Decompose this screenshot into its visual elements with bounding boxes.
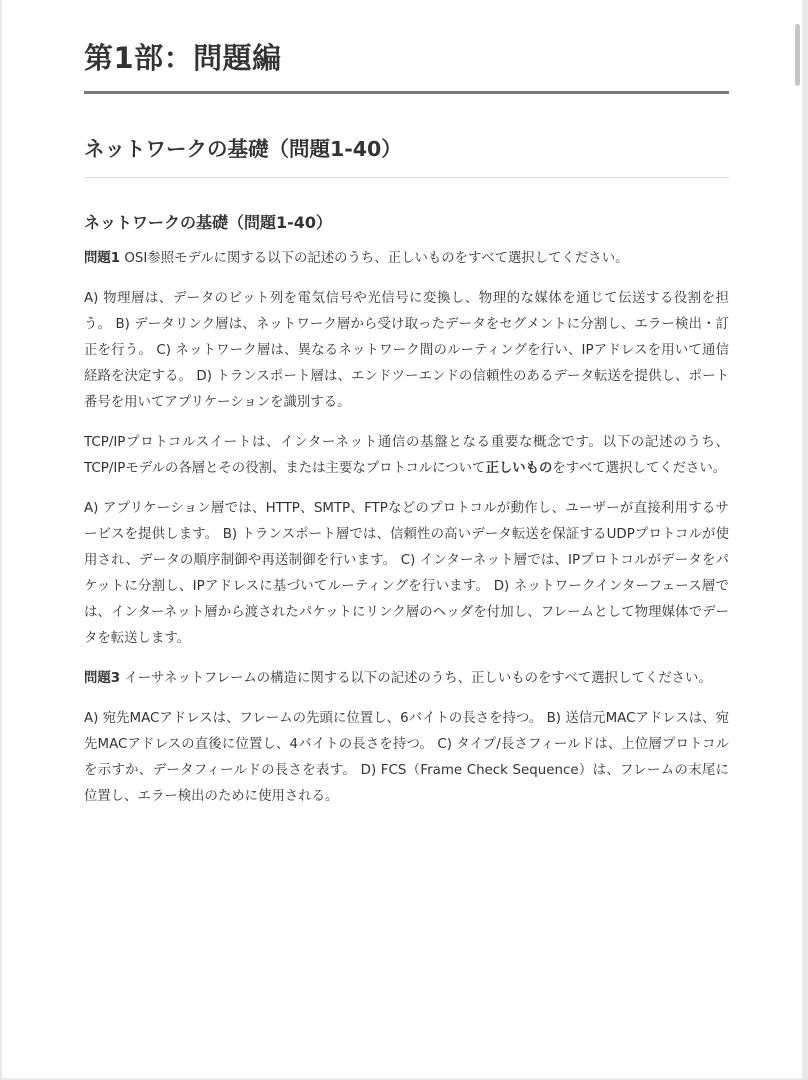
section-title: ネットワークの基礎（問題1-40） bbox=[84, 213, 333, 232]
question-2-text-after: をすべて選択してください。 bbox=[552, 461, 727, 476]
document-page[interactable] bbox=[2, 0, 802, 1078]
question-1-prompt bbox=[84, 246, 729, 272]
part-title: 第1部：問題編 bbox=[84, 41, 282, 75]
question-2-options: A) アプリケーション層では、HTTP、SMTP、FTPなどのプロトコルが動作し、ユーザーが直接利用するサービスを提供します。 B) トランスポート層では、信頼性の高いデータ転送を保証するUDPプロトコルが使用され、データの順序制御や再送制御を行います。 C) インターネット層では、IPプロトコルがデータをパケットに分割し、IPアドレスに基づいてルーティングを行います。 D) ネットワークインターフェース層では、インターネット層から渡されたパケットにリンク層のヘッダを付加し、フレームとして物理媒体でデータを転送します。 bbox=[84, 501, 729, 646]
part-title-divider bbox=[84, 91, 729, 94]
question-1-label: 問題1 bbox=[84, 251, 121, 266]
chapter-title: ネットワークの基礎（問題1-40） bbox=[84, 137, 402, 161]
vertical-scrollbar-thumb[interactable] bbox=[795, 24, 800, 86]
chapter-title-divider bbox=[84, 177, 729, 178]
question-1-text: OSI参照モデルに関する以下の記述のうち、正しいものをすべて選択してください。 bbox=[120, 251, 629, 266]
question-3-text: イーサネットフレームの構造に関する以下の記述のうち、正しいものをすべて選択してください。 bbox=[120, 671, 712, 686]
question-2-text-before: TCP/IPプロトコルスイートは、インターネット通信の基盤となる重要な概念です。以下の記述のうち、TCP/IPモデルの各層とその役割、または主要なプロトコルについて bbox=[84, 435, 729, 476]
document-content bbox=[84, 0, 729, 810]
question-3-prompt bbox=[84, 666, 729, 692]
question-3-label: 問題3 bbox=[84, 671, 121, 686]
question-1-options: A) 物理層は、データのビット列を電気信号や光信号に変換し、物理的な媒体を通じて伝送する役割を担う。 B) データリンク層は、ネットワーク層から受け取ったデータをセグメントに分割し、エラー検出・訂正を行う。 C) ネットワーク層は、異なるネットワーク間のルーティングを行い、IPアドレスを用いて通信経路を決定する。 D) トランスポート層は、エンドツーエンドの信頼性のあるデータ転送を提供し、ポート番号を用いてアプリケーションを識別する。 bbox=[84, 291, 729, 410]
question-3-options: A) 宛先MACアドレスは、フレームの先頭に位置し、6バイトの長さを持つ。 B) 送信元MACアドレスは、宛先MACアドレスの直後に位置し、4バイトの長さを持つ。 C) タイプ/長さフィールドは、上位層プロトコルを示すか、データフィールドの長さを表す。 D) FCS（Frame Check Sequence）は、フレームの末尾に位置し、エラー検出のために使用される。 bbox=[84, 711, 729, 804]
question-2-prompt bbox=[84, 430, 729, 482]
question-2-bold-text: 正しいもの bbox=[485, 461, 553, 476]
